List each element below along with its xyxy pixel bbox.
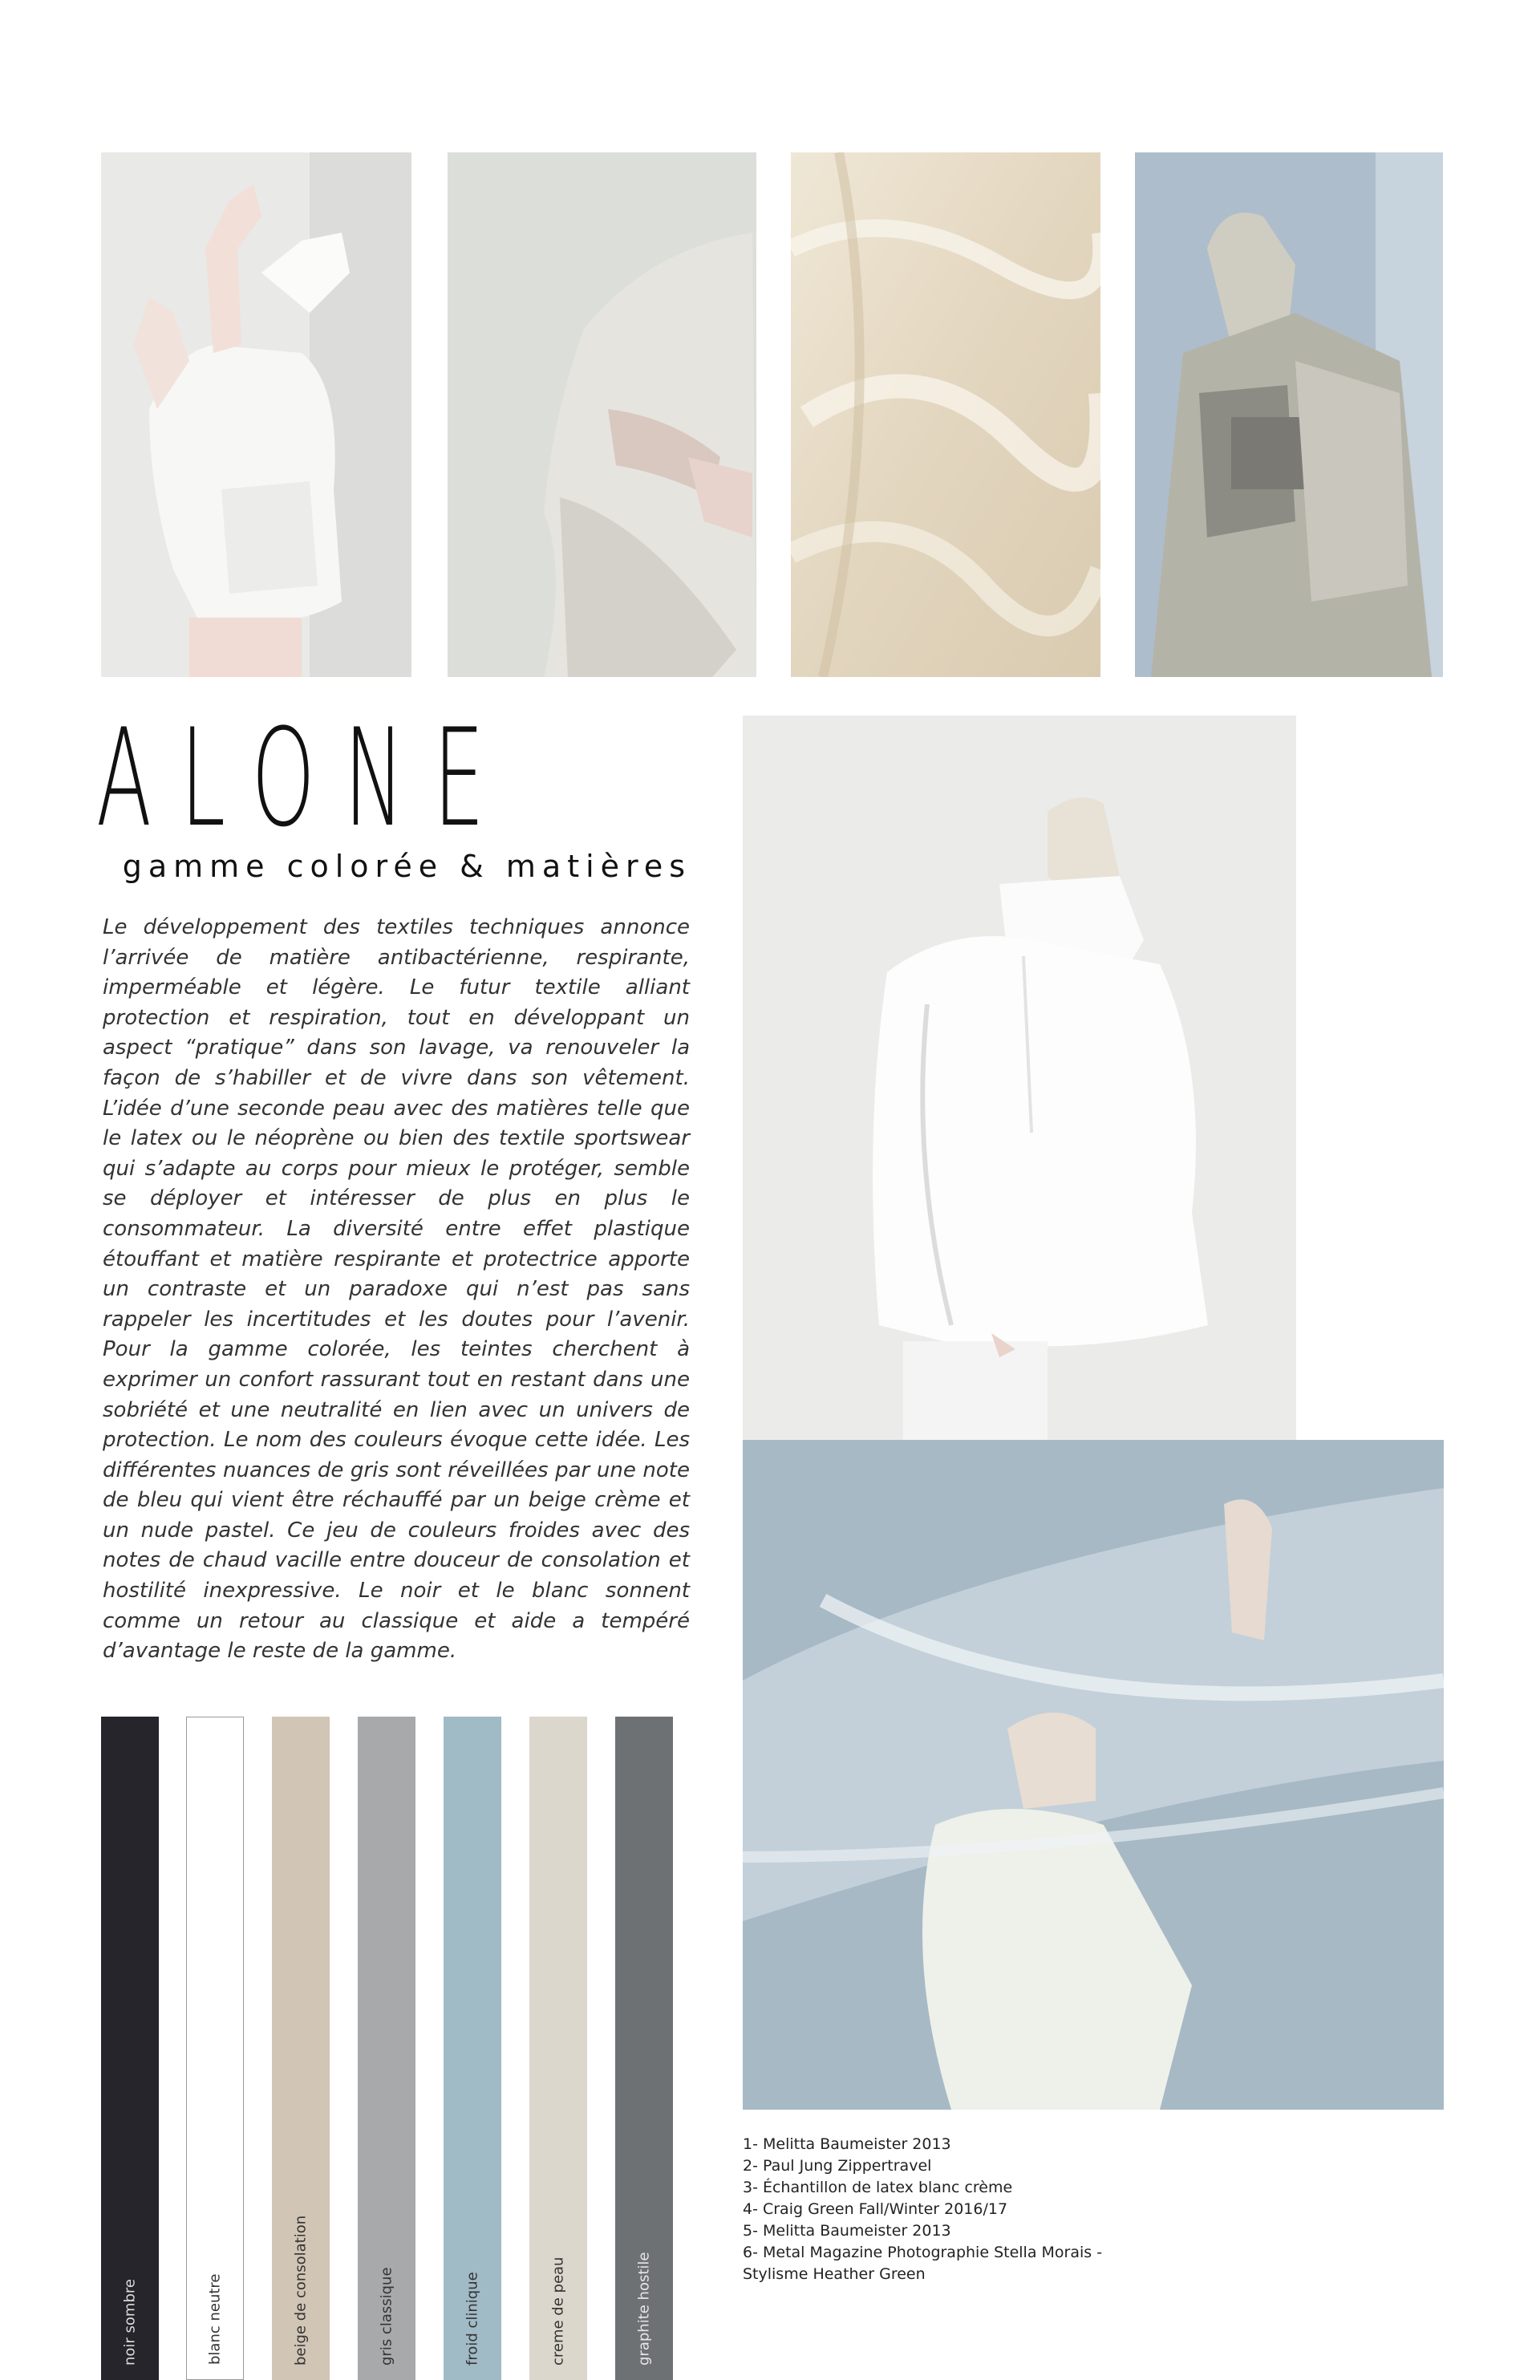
page-subtitle: gamme colorée & matières [122, 849, 691, 884]
swatch-noir-sombre [101, 1717, 159, 2380]
credit-line: 5- Melitta Baumeister 2013 [743, 2222, 951, 2240]
swatch-label: froid clinique [464, 2272, 481, 2366]
credit-line: 2- Paul Jung Zippertravel [743, 2157, 932, 2175]
swatch-label: beige de consolation [292, 2215, 310, 2366]
page-title: ALONE [96, 699, 513, 857]
swatch-creme-de-peau [529, 1717, 587, 2380]
swatch-label: creme de peau [549, 2256, 567, 2366]
body-paragraph: Le développement des textiles techniques annonce l’arrivée de matière antibactérienne, respirante, imperméable et légère. Le futur textile alliant protection et respiration, tout en développant un aspect “pratique” dans son lavage, va renouveler la façon de s’habiller et de vivre dans son vêtement. L’idée d’une seconde peau avec des matières telle que le latex ou le néoprène ou bien des textile sportswear qui s’adapte au corps pour mieux le protéger, semble se déployer et intéresser de plus en plus le consommateur. La diversité entre effet plastique étouffant et matière respirante et protectrice apporte un contraste et un paradoxe qui n’est pas sans rappeler les incertitudes et les doutes pour l’avenir. Pour la gamme colorée, les teintes cherchent à exprimer un confort rassurant tout en restant dans une sobriété et une neutralité en lien avec un univers de protection. Le nom des couleurs évoque cette idée. Les différentes nuances de gris sont réveillées par une note de bleu qui vient être réchauffé par un beige crème et un nude pastel. Ce jeu de couleurs froides avec des notes de chaud vacille entre douceur de consolation et hostilité inexpressive. Le noir et le blanc sonnent comme un retour au classique et aide a tempéré d’avantage le reste de la gamme. [103, 915, 690, 1664]
photo-hooded-parka [1135, 152, 1443, 677]
photo-translucent-coat [448, 152, 756, 677]
photo-white-top-model [101, 152, 411, 677]
credit-line: 3- Échantillon de latex blanc crème [743, 2179, 1013, 2196]
swatch-beige-de-consolation [272, 1717, 330, 2380]
swatch-label: gris classique [378, 2267, 395, 2366]
swatch-graphite-hostile [615, 1717, 673, 2380]
photo-white-funnel-coat [743, 716, 1296, 1550]
credit-line: 4- Craig Green Fall/Winter 2016/17 [743, 2200, 1008, 2218]
photo-latex-sample [791, 152, 1100, 677]
photo-credits [743, 2134, 1112, 2285]
credit-line: 1- Melitta Baumeister 2013 [743, 2135, 951, 2153]
photo-plastic-wrap [743, 1440, 1444, 2110]
swatch-label: noir sombre [121, 2279, 139, 2366]
swatch-froid-clinique [444, 1717, 501, 2380]
swatch-label: graphite hostile [635, 2252, 653, 2366]
credit-line: 6- Metal Magazine Photographie Stella Morais -Stylisme Heather Green [743, 2244, 1103, 2283]
swatch-gris-classique [358, 1717, 415, 2380]
swatch-label: blanc neutre [206, 2273, 224, 2365]
swatch-blanc-neutre [186, 1717, 244, 2380]
